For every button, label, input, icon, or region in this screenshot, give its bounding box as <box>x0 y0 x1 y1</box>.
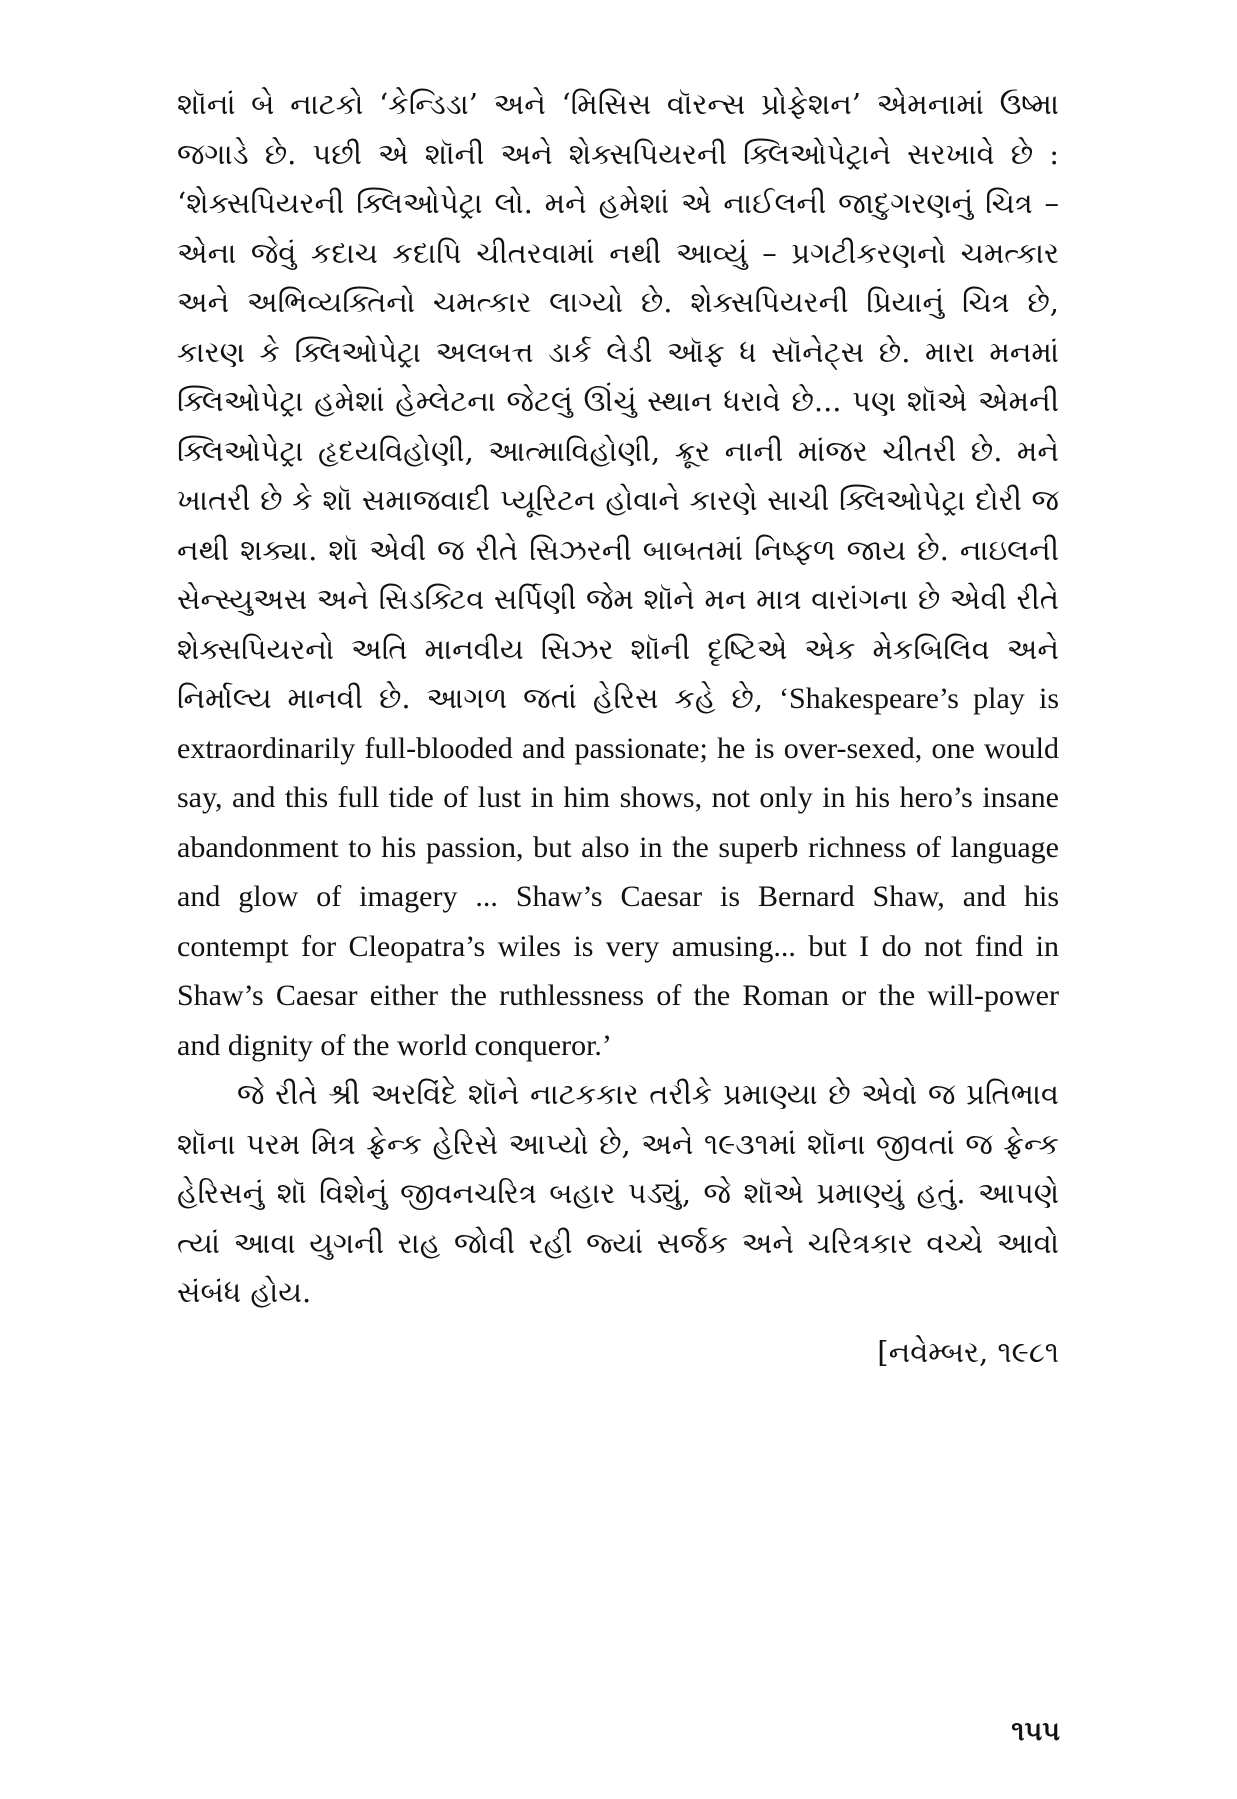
paragraph-1-gujarati-text: શૉનાં બે નાટકો ‘કેન્ડિડા’ અને ‘મિસિસ વૉરન્સ પ્રોફેશન’ એમનામાં ઉષ્મા જગાડે છે. પછી એ શૉની અને શેક્સપિયરની ક્લિઓપેટ્રાને સરખાવે છે : ‘શેક્સપિયરની ક્લિઓપેટ્રા લો. મને હમેશાં એ નાઈલની જાદુગરણનું ચિત્ર – એના જેવું કદાચ કદાપિ ચીતરવામાં નથી આવ્યું – પ્રગટીકરણનો ચમત્કાર અને અભિવ્યક્તિનો ચમત્કાર લાગ્યો છે. શેક્સપિયરની પ્રિયાનું ચિત્ર છે, કારણ કે ક્લિઓપેટ્રા અલબત્ત ડાર્ક લેડી ઑફ ધ સૉનેટ્સ છે. મારા મનમાં ક્લિઓપેટ્રા હમેશાં હેમ્લેટના જેટલું ઊંચું સ્થાન ધરાવે છે... પણ શૉએ એમની ક્લિઓપેટ્રા હૃદયવિહોણી, આત્માવિહોણી, ક્રૂર નાની માંજર ચીતરી છે. મને ખાતરી છે કે શૉ સમાજવાદી પ્યૂરિટન હોવાને કારણે સાચી ક્લિઓપેટ્રા દોરી જ નથી શક્યા. શૉ એવી જ રીતે સિઝરની બાબતમાં નિષ્ફળ જાય છે. નાઇલની સેન્સ્યુઅસ અને સિડક્ટિવ સર્પિણી જેમ શૉને મન માત્ર વારાંગના છે એવી રીતે શેક્સપિયરનો અતિ માનવીય સિઝર શૉની દૃષ્ટિએ એક મેકબિલિવ અને નિર્માલ્ય માનવી છે. આગળ જતાં હેરિસ કહે છે, <box>177 87 1060 715</box>
page-number: ૧૫૫ <box>1011 1716 1060 1747</box>
paragraph-1 <box>177 80 1059 1070</box>
paragraph-2: જે રીતે શ્રી અરવિંદે શૉને નાટકકાર તરીકે પ્રમાણ્યા છે એવો જ પ્રતિભાવ શૉના પરમ મિત્ર ફ્રેન્ક હેરિસે આપ્યો છે, અને ૧૯૩૧માં શૉના જીવતાં જ ફ્રેન્ક હેરિસનું શૉ વિશેનું જીવનચરિત્ર બહાર પડ્યું, જે શૉએ પ્રમાણ્યું હતું. આપણે ત્યાં આવા યુગની રાહ જોવી રહી જ્યાં સર્જક અને ચરિત્રકાર વચ્ચે આવો સંબંધ હોય. <box>177 1077 1059 1309</box>
english-quotation: ‘Shakespeare’s play is extraordinarily full-blooded and passionate; he is over-sexed, one would say, and this full tide of lust in him shows, not only in his hero’s insane abandonment to his passion, but also in the superb richness of language and glow of imagery ... Shaw’s Caesar is Bernard Shaw, and his contempt for Cleopatra’s wiles is very amusing... but I do not find in Shaw’s Caesar either the ruthlessness of the Roman or the will-power and dignity of the world conqueror.’ <box>177 682 1060 1062</box>
dateline: [નવેમ્બર, ૧૯૮૧ <box>877 1334 1059 1369</box>
page-body <box>177 80 1059 1377</box>
